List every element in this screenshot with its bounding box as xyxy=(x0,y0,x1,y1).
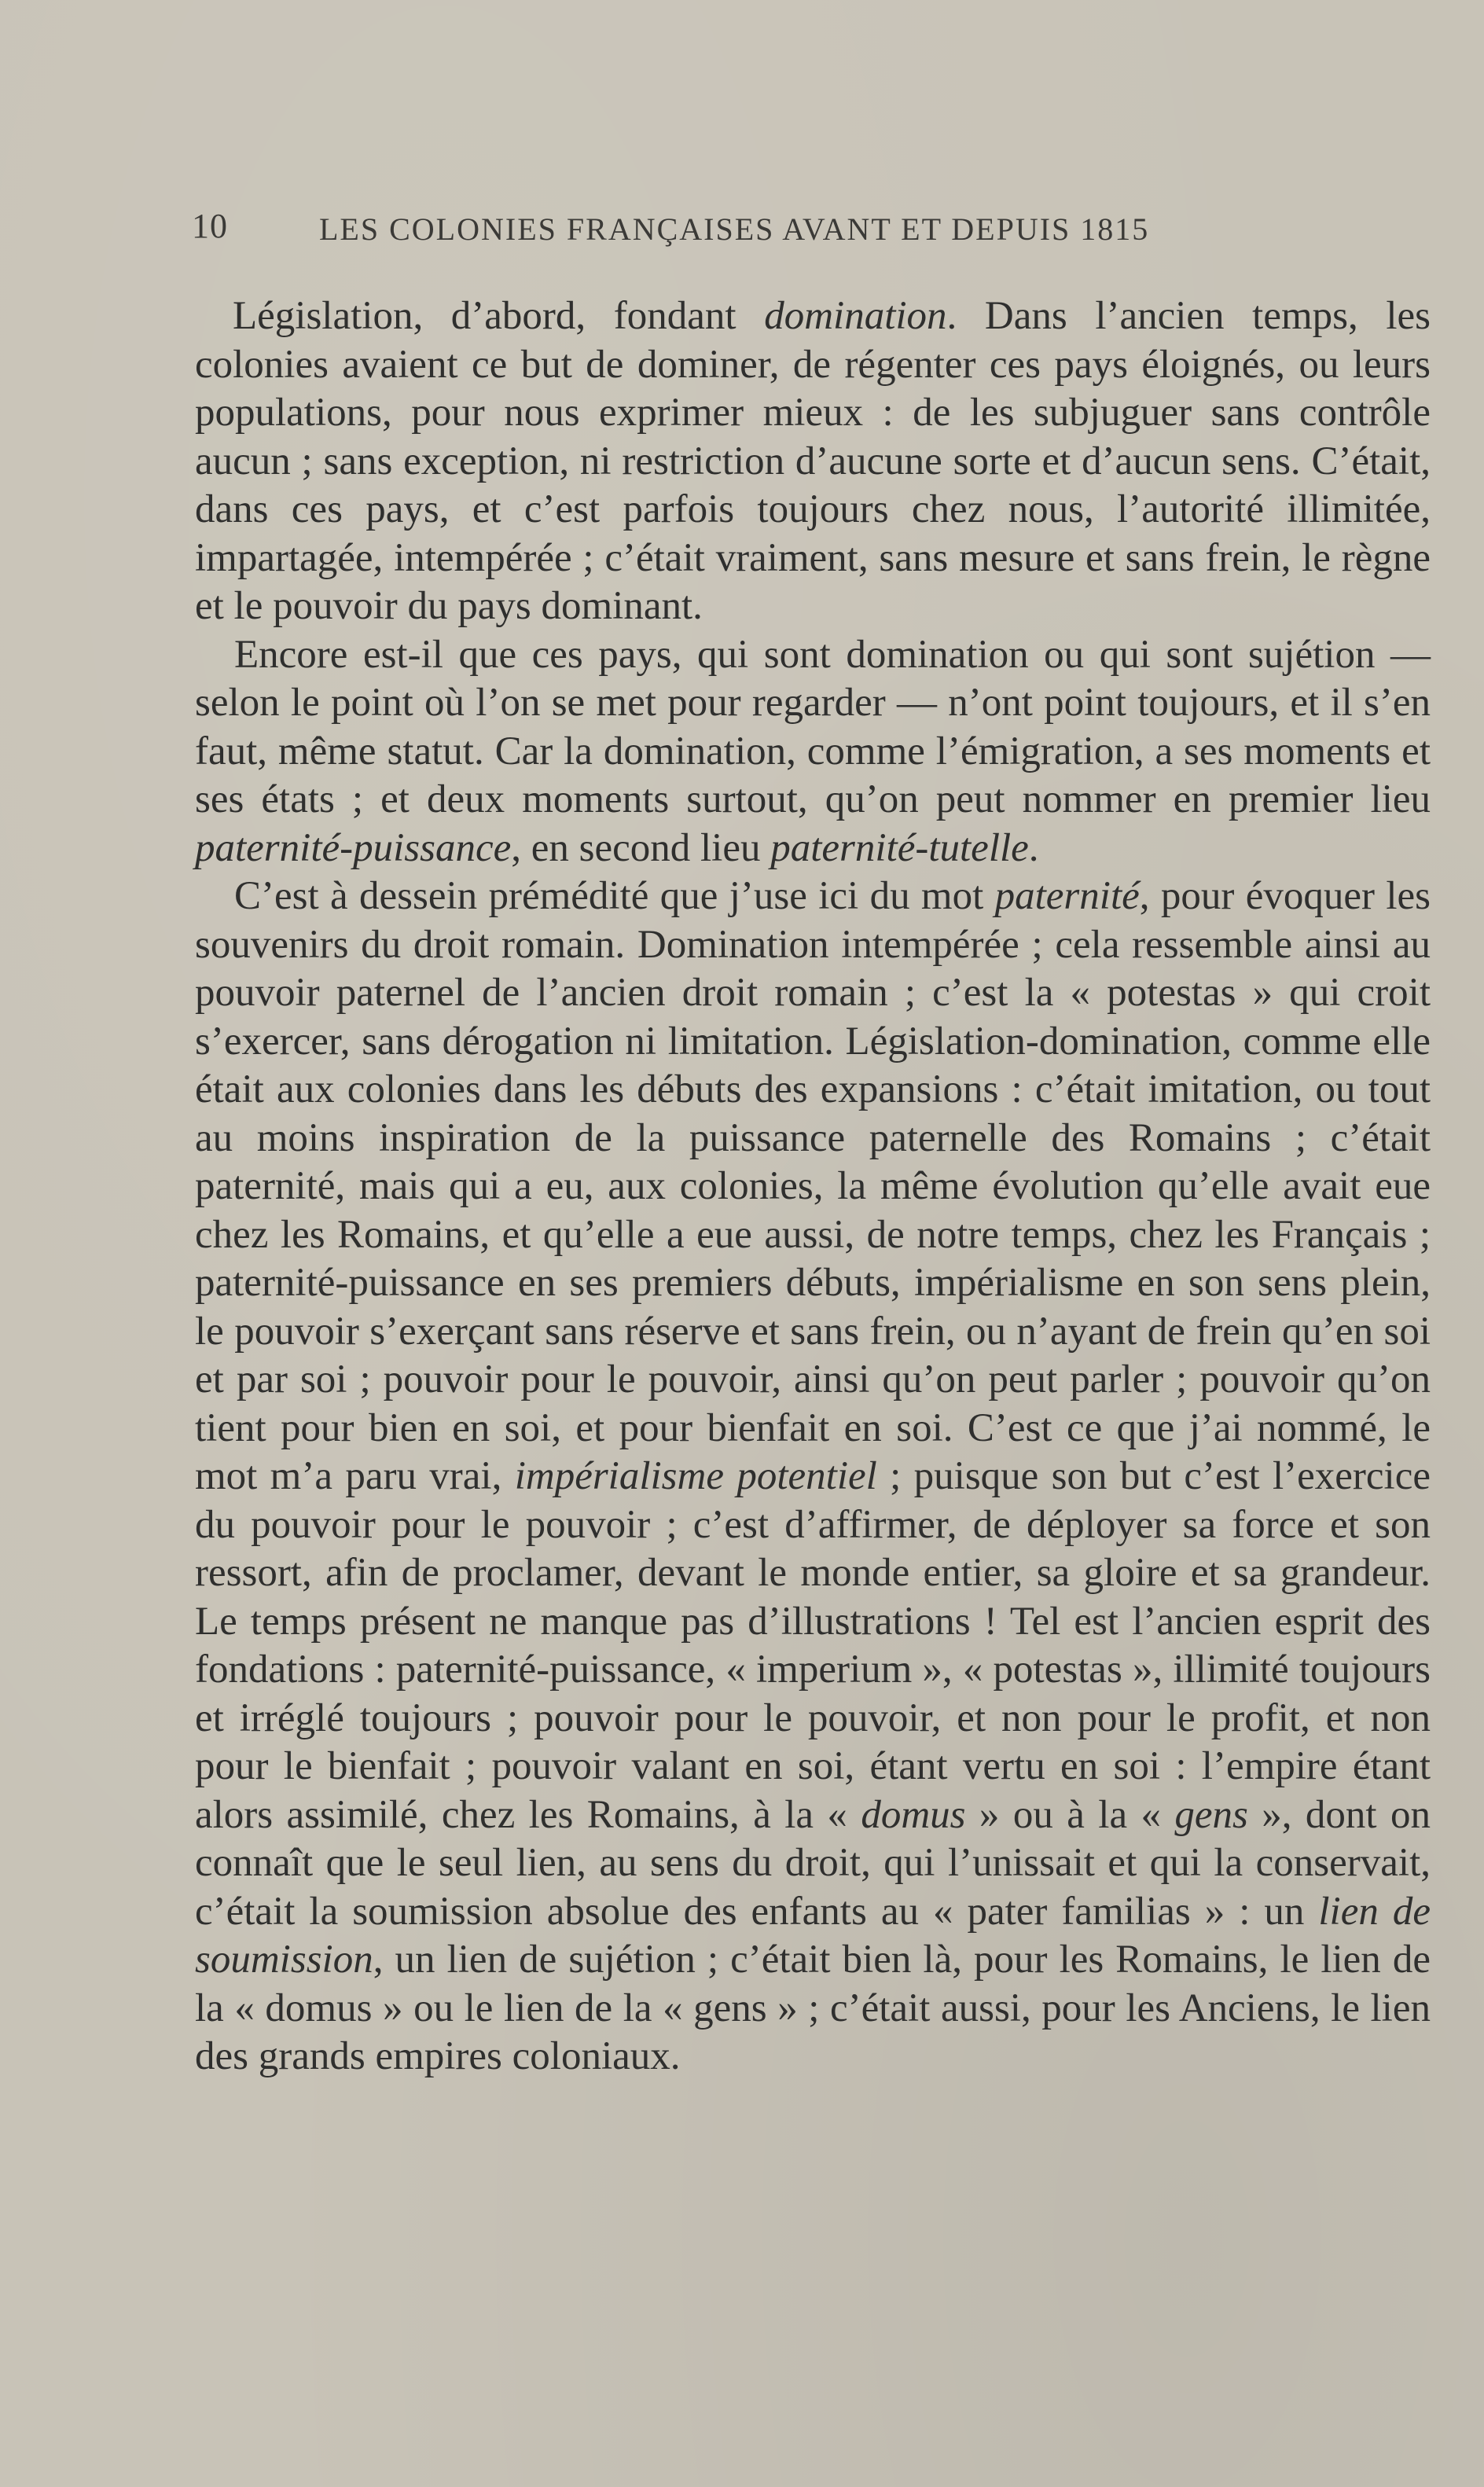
running-title: LES COLONIES FRANÇAISES AVANT ET DEPUIS 1815 xyxy=(319,211,1150,247)
text-run: », dont on connaît que le seul lien, au sens du droit, qui l’unissait et qui la conservait, c’était la soumission absolue des enfants au « pater familias » : un xyxy=(195,1792,1431,1934)
italic-text-run: paternité xyxy=(994,874,1140,918)
italic-text-run: paternité-tutelle xyxy=(770,825,1029,870)
text-run: , en second lieu xyxy=(511,825,771,870)
text-run: Encore est-il que ces pays, qui sont domination ou qui sont sujétion — selon le point où l’on se met pour regarder — n’ont point toujours, et il s’en faut, même statut. Car la domination, comme l’émigration, a ses moments et ses états ; et deux moments surtout, qu’on peut nommer en premier lieu xyxy=(195,632,1431,821)
italic-text-run: domination xyxy=(764,294,947,338)
text-run: , un lien de sujétion ; c’était bien là, pour les Romains, le lien de la « domus » ou le lien de la « gens » ; c’était aussi, pour les Anciens, le lien des grands empires coloniaux. xyxy=(195,1938,1431,2078)
paragraph xyxy=(195,631,1431,873)
italic-text-run: lien de soumission xyxy=(195,1889,1431,1982)
text-run: ; puisque son but c’est l’exercice du pouvoir pour le pouvoir ; c’est d’affirmer, de déployer sa force et son ressort, afin de proclamer, devant le monde entier, sa gloire et sa grandeur. Le temps présent ne manque pas d’illustrations ! Tel est l’ancien esprit des fondations : paternité-puissance, « imperium », « potestas », illimité toujours et irréglé toujours ; pouvoir pour le pouvoir, et non pour le profit, et non pour le bienfait ; pouvoir valant en soi, étant vertu en soi : l’empire étant alors assimilé, chez les Romains, à la « xyxy=(195,1454,1431,1837)
text-run: , pour évoquer les souvenirs du droit romain. Domination intempérée ; cela ressemble ainsi au pouvoir paternel de l’ancien droit romain ; c’est la « potestas » qui croit s’exercer, sans dérogation ni limitation. Législation-domination, comme elle était aux colonies dans les débuts des expansions : c’était imitation, ou tout au moins inspiration de la puissance paternelle des Romains ; c’était paternité, mais qui a eu, aux colonies, la même évolution qu’elle avait eue chez les Romains, et qu’elle a eue aussi, de notre temps, chez les Français ; paternité-puissance en ses premiers débuts, impérialisme en son sens plein, le pouvoir s’exerçant sans réserve et sans frein, ou n’ayant de frein qu’en soi et par soi ; pouvoir pour le pouvoir, ainsi qu’on peut parler ; pouvoir qu’on tient pour bien en soi, et pour bienfait en soi. C’est ce que j’ai nommé, le mot m’a paru vrai, xyxy=(195,874,1431,1498)
italic-text-run: paternité-puissance xyxy=(195,825,512,870)
text-run: C’est à dessein prémédité que j’use ici du mot xyxy=(234,874,995,918)
text-run: » ou à la « xyxy=(965,1792,1175,1837)
text-run: . xyxy=(1028,825,1039,870)
text-run: Législation, d’abord, fondant xyxy=(233,294,765,338)
page-header xyxy=(192,206,1308,253)
paragraph xyxy=(195,872,1431,2081)
body-text xyxy=(195,292,1431,2081)
italic-text-run: impérialisme potentiel xyxy=(514,1454,877,1498)
italic-text-run: gens xyxy=(1174,1792,1248,1837)
paragraph xyxy=(195,292,1431,631)
page-number: 10 xyxy=(192,207,228,245)
text-run: . Dans l’ancien temps, les colonies avaient ce but de dominer, de régenter ces pays éloignés, ou leurs populations, pour nous exprimer mieux : de les subjuguer sans contrôle aucun ; sans exception, ni restriction d’aucune sorte et d’aucun sens. C’était, dans ces pays, et c’est parfois toujours chez nous, l’autorité illimitée, impartagée, intempérée ; c’était vraiment, sans mesure et sans frein, le règne et le pouvoir du pays dominant. xyxy=(195,294,1431,628)
italic-text-run: domus xyxy=(861,1792,966,1837)
